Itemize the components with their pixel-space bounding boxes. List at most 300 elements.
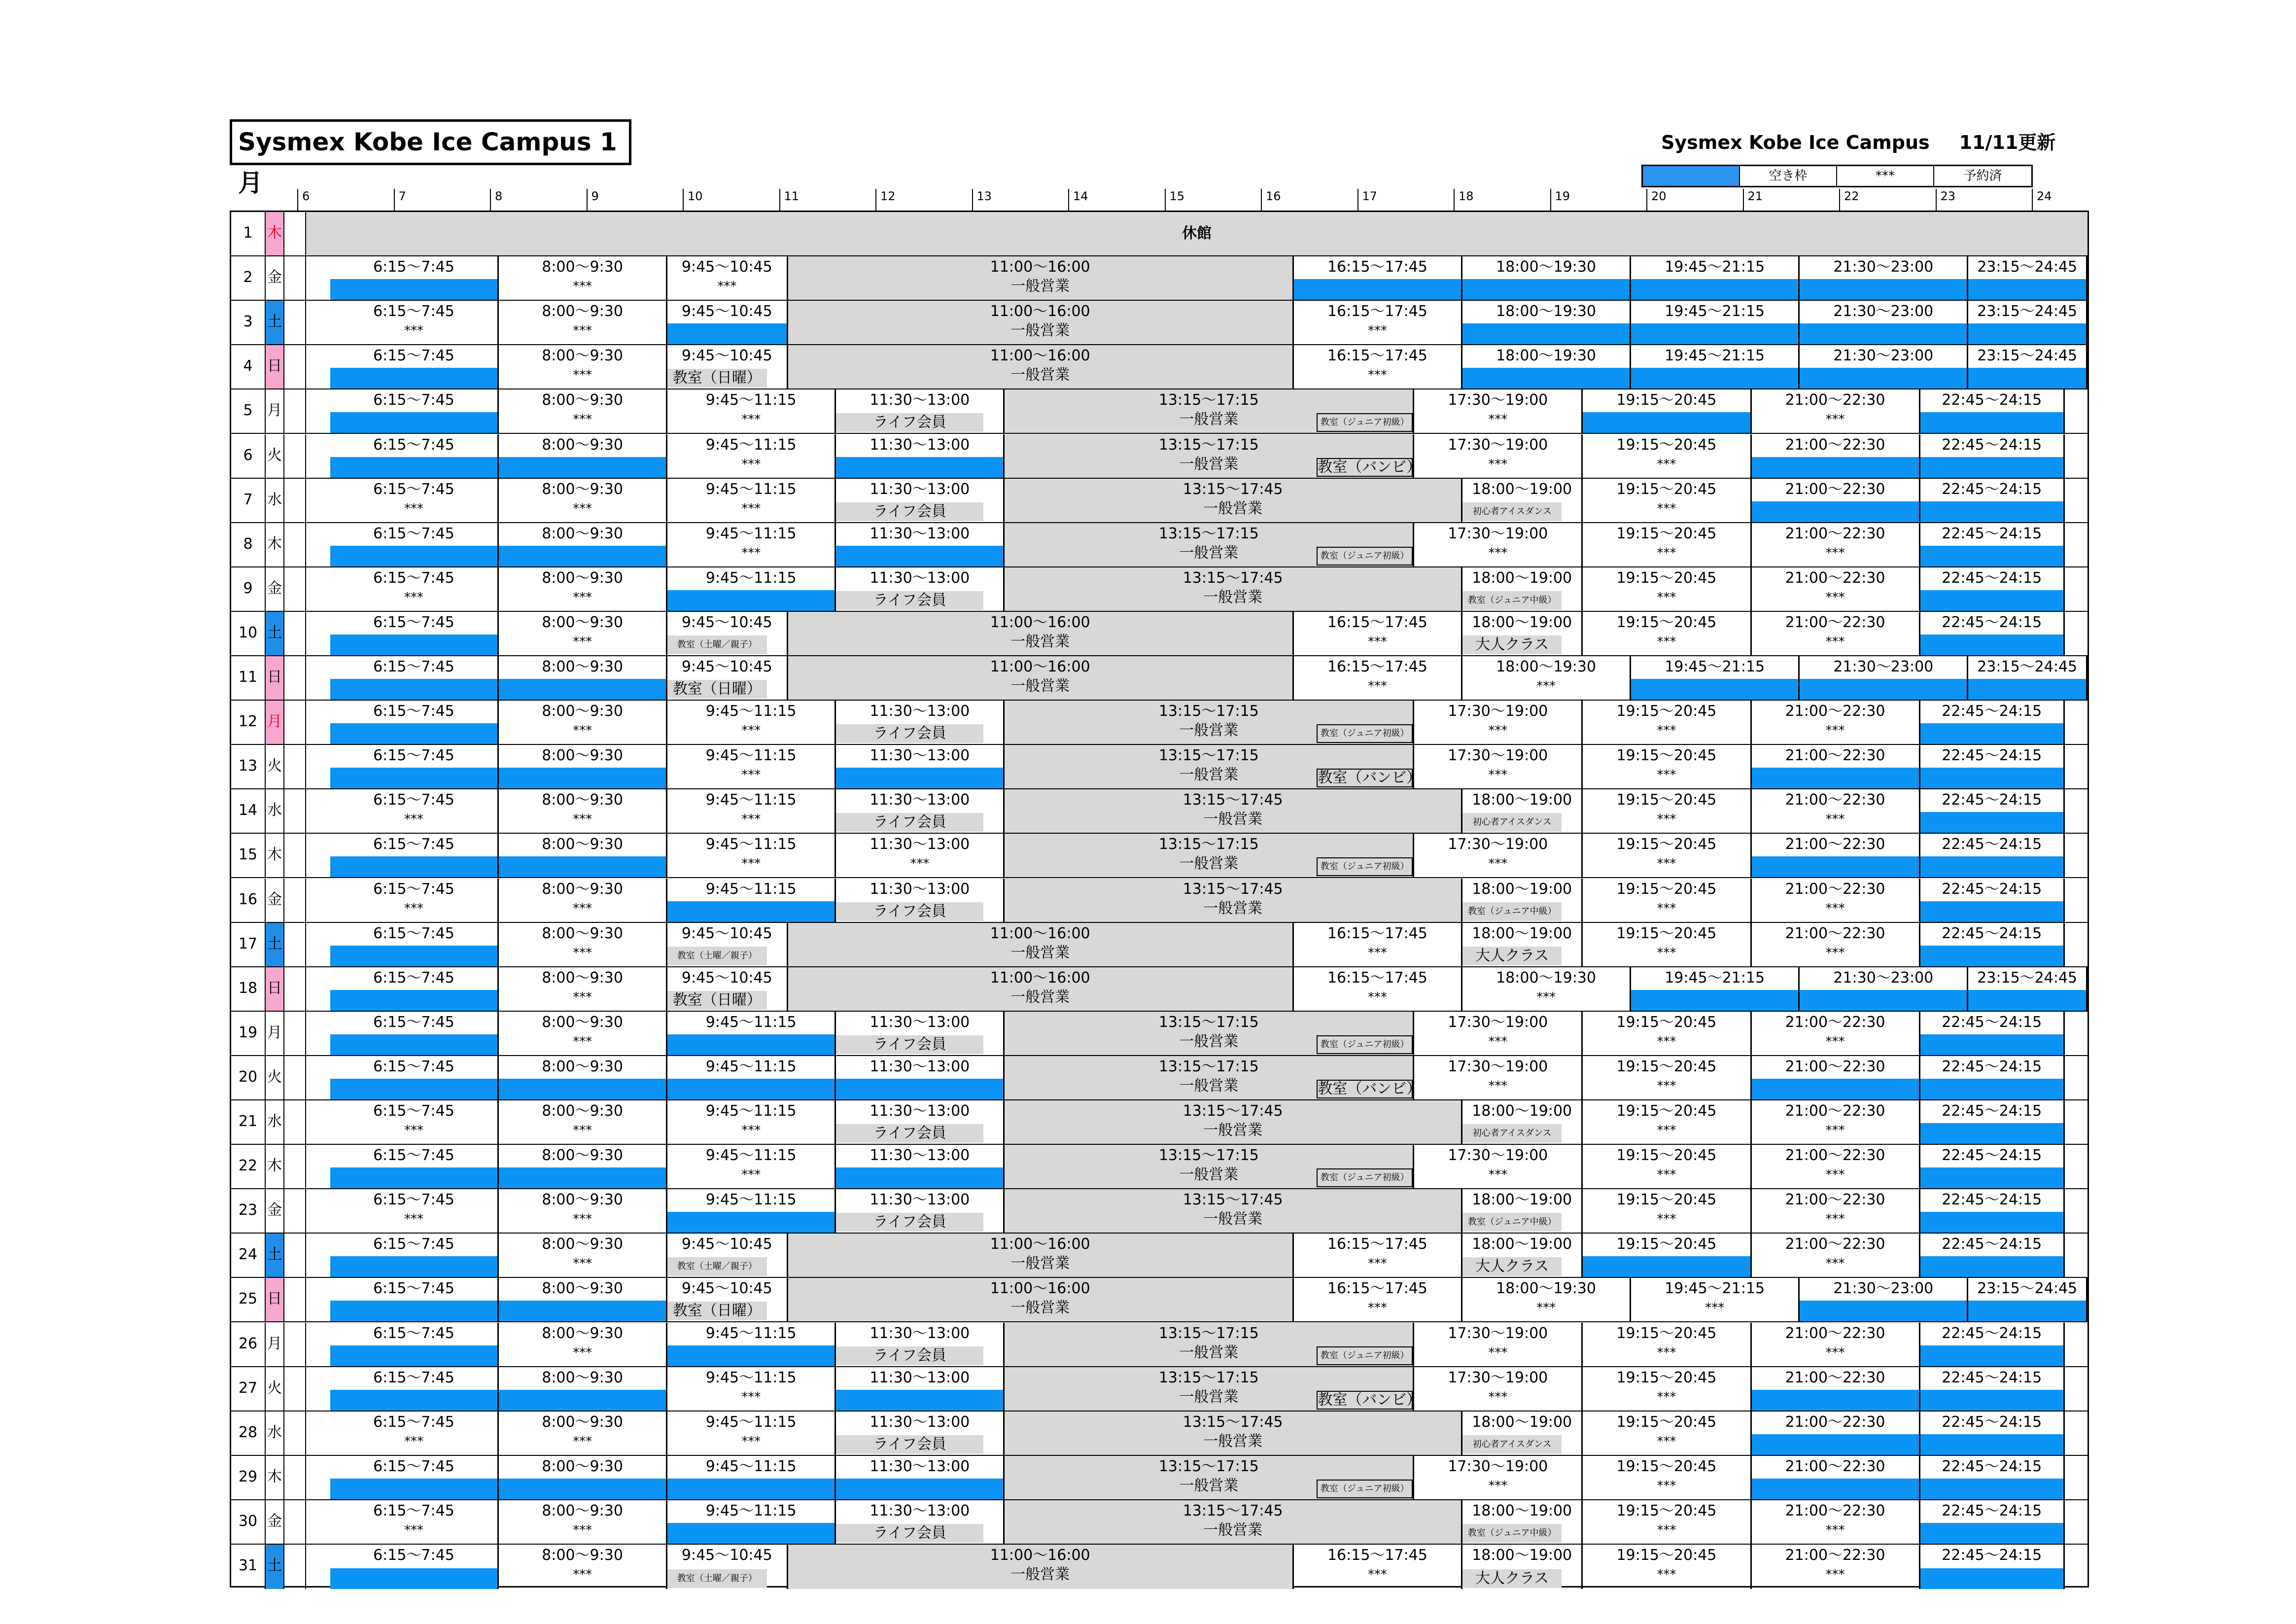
session-slot[interactable] bbox=[1583, 1234, 1751, 1277]
session-time: 17:30〜19:00 bbox=[1448, 391, 1548, 409]
session-slot[interactable] bbox=[1752, 745, 1920, 788]
session-slot[interactable] bbox=[1583, 1545, 1751, 1589]
session-slot[interactable] bbox=[1920, 1456, 2065, 1499]
session-slot[interactable] bbox=[788, 1234, 1294, 1277]
session-slot[interactable] bbox=[499, 834, 667, 877]
session-slot[interactable] bbox=[499, 879, 667, 922]
session-slot[interactable] bbox=[330, 789, 499, 833]
session-slot[interactable] bbox=[330, 834, 499, 877]
session-slot[interactable] bbox=[1005, 1100, 1462, 1144]
day-number: 16 bbox=[231, 879, 266, 922]
session-slot[interactable] bbox=[1005, 1012, 1414, 1055]
session-slot[interactable] bbox=[1005, 1456, 1414, 1499]
session-time: 21:00〜22:30 bbox=[1785, 1457, 1885, 1475]
session-slot[interactable] bbox=[1005, 879, 1462, 922]
session-slot[interactable] bbox=[330, 1367, 499, 1411]
session-slot[interactable] bbox=[330, 345, 499, 388]
session-slot[interactable] bbox=[1462, 612, 1583, 655]
day-number: 18 bbox=[231, 967, 266, 1011]
session-slot[interactable] bbox=[330, 1323, 499, 1366]
session-label: 大人クラス bbox=[1462, 635, 1562, 654]
session-slot[interactable] bbox=[788, 256, 1294, 300]
session-slot[interactable] bbox=[788, 923, 1294, 966]
session-slot[interactable] bbox=[667, 1056, 836, 1099]
session-slot[interactable] bbox=[667, 1189, 836, 1233]
session-slot[interactable] bbox=[499, 1100, 667, 1144]
session-slot[interactable] bbox=[667, 879, 836, 922]
session-slot[interactable] bbox=[1462, 301, 1631, 344]
session-slot[interactable] bbox=[1920, 389, 2065, 433]
session-slot[interactable] bbox=[667, 1100, 836, 1144]
session-slot[interactable] bbox=[1005, 1145, 1414, 1188]
session-slot[interactable] bbox=[1462, 789, 1583, 833]
session-slot[interactable] bbox=[1920, 1056, 2065, 1099]
session-slot[interactable] bbox=[330, 1456, 499, 1499]
session-slot[interactable] bbox=[330, 1100, 499, 1144]
session-slot[interactable] bbox=[499, 1189, 667, 1233]
session-slot[interactable] bbox=[1752, 1545, 1920, 1589]
session-slot[interactable] bbox=[1414, 1145, 1583, 1188]
session-slot[interactable] bbox=[836, 1456, 1005, 1499]
session-slot[interactable] bbox=[1583, 879, 1751, 922]
session-slot[interactable] bbox=[1920, 1500, 2065, 1544]
session-slot[interactable] bbox=[1920, 479, 2065, 522]
session-label: 教室（日曜） bbox=[667, 1302, 766, 1320]
session-time: 9:45〜11:15 bbox=[705, 703, 797, 720]
session-slot[interactable] bbox=[1005, 1056, 1422, 1099]
session-slot[interactable] bbox=[1631, 256, 1800, 300]
session-slot[interactable] bbox=[1583, 434, 1751, 478]
session-slot[interactable] bbox=[1631, 967, 1800, 1011]
session-slot[interactable] bbox=[499, 789, 667, 833]
session-slot[interactable] bbox=[1583, 834, 1751, 877]
session-slot[interactable] bbox=[1294, 1278, 1462, 1321]
session-slot[interactable] bbox=[330, 656, 499, 700]
session-slot[interactable] bbox=[1005, 567, 1462, 611]
session-slot[interactable] bbox=[330, 612, 499, 655]
session-time: 9:45〜11:15 bbox=[705, 1324, 797, 1342]
session-slot[interactable] bbox=[836, 389, 1005, 433]
session-slot[interactable] bbox=[499, 1500, 667, 1544]
session-slot[interactable] bbox=[330, 523, 499, 566]
day-number: 13 bbox=[231, 745, 266, 788]
session-slot[interactable] bbox=[667, 256, 788, 300]
session-slot[interactable] bbox=[1005, 1189, 1462, 1233]
session-slot[interactable] bbox=[836, 1412, 1005, 1455]
session-slot[interactable] bbox=[330, 389, 499, 433]
session-slot[interactable] bbox=[1414, 1323, 1583, 1366]
session-slot[interactable] bbox=[1752, 567, 1920, 611]
session-slot[interactable] bbox=[1005, 834, 1414, 877]
session-slot[interactable] bbox=[1414, 389, 1583, 433]
session-slot[interactable] bbox=[1294, 1234, 1462, 1277]
session-slot[interactable] bbox=[836, 1500, 1005, 1544]
session-slot[interactable] bbox=[1583, 1189, 1751, 1233]
session-slot[interactable] bbox=[1005, 745, 1422, 788]
session-slot[interactable] bbox=[1583, 612, 1751, 655]
session-slot[interactable] bbox=[1968, 256, 2087, 300]
session-slot[interactable] bbox=[788, 301, 1294, 344]
session-slot[interactable] bbox=[1920, 1367, 2065, 1411]
session-slot[interactable] bbox=[1462, 567, 1583, 611]
session-slot[interactable] bbox=[1294, 301, 1462, 344]
session-slot[interactable] bbox=[667, 1278, 788, 1321]
session-slot[interactable] bbox=[1462, 1545, 1583, 1589]
session-slot[interactable] bbox=[1583, 1100, 1751, 1144]
session-slot[interactable] bbox=[1462, 256, 1631, 300]
session-slot[interactable] bbox=[1462, 1234, 1583, 1277]
session-slot[interactable] bbox=[330, 1189, 499, 1233]
session-slot[interactable] bbox=[788, 1278, 1294, 1321]
session-slot[interactable] bbox=[1583, 479, 1751, 522]
session-slot[interactable] bbox=[1005, 523, 1414, 566]
session-slot[interactable] bbox=[1752, 701, 1920, 744]
session-slot[interactable] bbox=[1583, 1145, 1751, 1188]
session-slot[interactable] bbox=[1920, 1012, 2065, 1055]
session-slot[interactable] bbox=[330, 923, 499, 966]
session-slot[interactable] bbox=[1968, 1278, 2087, 1321]
session-slot[interactable] bbox=[1631, 301, 1800, 344]
session-slot[interactable] bbox=[1752, 479, 1920, 522]
session-slot[interactable] bbox=[1631, 345, 1800, 388]
session-slot[interactable] bbox=[1800, 345, 1968, 388]
session-time: 8:00〜9:30 bbox=[542, 1413, 623, 1431]
session-slot[interactable] bbox=[836, 1145, 1005, 1188]
session-slot[interactable] bbox=[1005, 701, 1414, 744]
session-slot[interactable] bbox=[1631, 1278, 1800, 1321]
session-slot[interactable] bbox=[499, 701, 667, 744]
session-slot[interactable] bbox=[1583, 1412, 1751, 1455]
session-slot[interactable] bbox=[1414, 1056, 1583, 1099]
session-slot[interactable] bbox=[1414, 745, 1583, 788]
session-slot[interactable] bbox=[1968, 345, 2087, 388]
session-slot[interactable] bbox=[1752, 789, 1920, 833]
session-slot[interactable] bbox=[667, 523, 836, 566]
session-slot[interactable] bbox=[836, 701, 1005, 744]
session-slot[interactable] bbox=[499, 1367, 667, 1411]
session-slot[interactable] bbox=[1005, 789, 1462, 833]
session-slot[interactable] bbox=[667, 389, 836, 433]
session-slot[interactable] bbox=[667, 923, 788, 966]
session-time: 18:00〜19:00 bbox=[1472, 1102, 1572, 1120]
session-slot[interactable] bbox=[499, 1412, 667, 1455]
session-slot[interactable] bbox=[667, 745, 836, 788]
session-slot[interactable] bbox=[836, 879, 1005, 922]
session-slot[interactable] bbox=[1920, 523, 2065, 566]
session-slot[interactable] bbox=[667, 1234, 788, 1277]
session-slot[interactable] bbox=[330, 745, 499, 788]
session-slot[interactable] bbox=[1631, 656, 1800, 700]
session-slot[interactable] bbox=[499, 1012, 667, 1055]
session-slot[interactable] bbox=[1752, 1012, 1920, 1055]
session-slot[interactable] bbox=[499, 612, 667, 655]
available-bar bbox=[499, 1167, 666, 1188]
session-slot[interactable] bbox=[1968, 301, 2087, 344]
session-slot[interactable] bbox=[1294, 1545, 1462, 1589]
session-slot[interactable] bbox=[330, 301, 499, 344]
session-slot[interactable] bbox=[1752, 1100, 1920, 1144]
session-slot[interactable] bbox=[499, 923, 667, 966]
session-slot[interactable] bbox=[499, 567, 667, 611]
session-slot[interactable] bbox=[667, 1456, 836, 1499]
session-slot[interactable] bbox=[1920, 1100, 2065, 1144]
session-slot[interactable] bbox=[1583, 1500, 1751, 1544]
session-slot[interactable] bbox=[1920, 1145, 2065, 1188]
session-slot[interactable] bbox=[1583, 1367, 1751, 1411]
session-slot[interactable] bbox=[1752, 434, 1920, 478]
session-slot[interactable] bbox=[330, 1145, 499, 1188]
session-slot[interactable] bbox=[1920, 923, 2065, 966]
session-slot[interactable] bbox=[1583, 1012, 1751, 1055]
session-slot[interactable] bbox=[499, 523, 667, 566]
session-slot[interactable] bbox=[1414, 434, 1583, 478]
session-slot[interactable] bbox=[1752, 612, 1920, 655]
session-time: 11:00〜16:00 bbox=[990, 1547, 1090, 1564]
session-slot[interactable] bbox=[667, 789, 836, 833]
session-slot[interactable] bbox=[1462, 1500, 1583, 1544]
session-slot[interactable] bbox=[1752, 879, 1920, 922]
session-slot[interactable] bbox=[788, 345, 1294, 388]
session-slot[interactable] bbox=[836, 1100, 1005, 1144]
session-slot[interactable] bbox=[1005, 389, 1414, 433]
session-slot[interactable] bbox=[1752, 1145, 1920, 1188]
session-slot[interactable] bbox=[667, 834, 836, 877]
session-time: 6:15〜7:45 bbox=[373, 303, 454, 320]
session-slot[interactable] bbox=[788, 612, 1294, 655]
session-slot[interactable] bbox=[1800, 256, 1968, 300]
session-slot[interactable] bbox=[667, 479, 836, 522]
session-status: *** bbox=[1367, 1256, 1387, 1271]
session-slot[interactable] bbox=[1294, 967, 1462, 1011]
session-slot[interactable] bbox=[836, 523, 1005, 566]
session-slot[interactable] bbox=[499, 389, 667, 433]
session-slot[interactable] bbox=[1583, 1323, 1751, 1366]
session-slot[interactable] bbox=[499, 1278, 667, 1321]
session-slot[interactable] bbox=[499, 256, 667, 300]
session-slot[interactable] bbox=[1920, 434, 2065, 478]
session-slot[interactable] bbox=[1752, 923, 1920, 966]
session-slot[interactable] bbox=[836, 479, 1005, 522]
session-slot[interactable] bbox=[1583, 389, 1751, 433]
session-slot[interactable] bbox=[1414, 523, 1583, 566]
session-slot[interactable] bbox=[1752, 389, 1920, 433]
session-slot[interactable] bbox=[1583, 1056, 1751, 1099]
session-slot[interactable] bbox=[330, 434, 499, 478]
session-status: *** bbox=[1657, 1567, 1676, 1582]
session-slot[interactable] bbox=[1920, 701, 2065, 744]
session-slot[interactable] bbox=[836, 1323, 1005, 1366]
session-time: 22:45〜24:15 bbox=[1942, 1547, 2042, 1564]
session-slot[interactable] bbox=[667, 1012, 836, 1055]
session-slot[interactable] bbox=[1752, 1500, 1920, 1544]
session-slot[interactable] bbox=[1752, 834, 1920, 877]
session-time: 22:45〜24:15 bbox=[1942, 480, 2042, 498]
session-slot[interactable] bbox=[1920, 1545, 2065, 1589]
session-slot[interactable] bbox=[1800, 967, 1968, 1011]
session-slot[interactable] bbox=[1752, 523, 1920, 566]
session-slot[interactable] bbox=[1752, 1323, 1920, 1366]
session-slot[interactable] bbox=[788, 967, 1294, 1011]
session-status: *** bbox=[1825, 1034, 1845, 1049]
row-spacer bbox=[284, 1100, 306, 1144]
session-slot[interactable] bbox=[1920, 1189, 2065, 1233]
session-slot[interactable] bbox=[330, 1234, 499, 1277]
session-slot[interactable] bbox=[1005, 479, 1462, 522]
session-slot[interactable] bbox=[499, 1234, 667, 1277]
session-slot[interactable] bbox=[1005, 1367, 1422, 1411]
session-slot[interactable] bbox=[1294, 256, 1462, 300]
session-slot[interactable] bbox=[1462, 656, 1631, 700]
session-slot[interactable] bbox=[1294, 656, 1462, 700]
session-slot[interactable] bbox=[667, 612, 788, 655]
day-row bbox=[231, 1189, 2087, 1234]
session-slot[interactable] bbox=[1462, 1412, 1583, 1455]
session-slot[interactable] bbox=[1414, 1456, 1583, 1499]
session-slot[interactable] bbox=[1920, 1412, 2065, 1455]
session-slot[interactable] bbox=[667, 967, 788, 1011]
session-slot[interactable] bbox=[330, 567, 499, 611]
available-bar bbox=[667, 1345, 835, 1366]
session-slot[interactable] bbox=[330, 1056, 499, 1099]
session-slot[interactable] bbox=[788, 1545, 1294, 1589]
session-slot[interactable] bbox=[499, 1145, 667, 1188]
session-slot[interactable] bbox=[1752, 1189, 1920, 1233]
session-slot[interactable] bbox=[330, 879, 499, 922]
session-slot[interactable] bbox=[1800, 656, 1968, 700]
session-slot[interactable] bbox=[1414, 1367, 1583, 1411]
session-slot[interactable] bbox=[836, 1056, 1005, 1099]
session-slot[interactable] bbox=[499, 301, 667, 344]
session-slot[interactable] bbox=[330, 1278, 499, 1321]
session-slot[interactable] bbox=[667, 345, 788, 388]
hour-tick: 15 bbox=[1165, 189, 1261, 211]
session-slot[interactable] bbox=[836, 1012, 1005, 1055]
session-slot[interactable] bbox=[836, 789, 1005, 833]
session-slot[interactable] bbox=[836, 1367, 1005, 1411]
session-slot[interactable] bbox=[330, 479, 499, 522]
session-slot[interactable] bbox=[836, 834, 1005, 877]
session-slot[interactable] bbox=[788, 656, 1294, 700]
session-slot[interactable] bbox=[1920, 834, 2065, 877]
session-slot[interactable] bbox=[1920, 1323, 2065, 1366]
session-slot[interactable] bbox=[1462, 923, 1583, 966]
session-slot[interactable] bbox=[1462, 345, 1631, 388]
session-slot[interactable] bbox=[499, 656, 667, 700]
session-slot[interactable] bbox=[667, 301, 788, 344]
session-slot[interactable] bbox=[1294, 923, 1462, 966]
session-slot[interactable] bbox=[1920, 789, 2065, 833]
session-slot[interactable] bbox=[499, 479, 667, 522]
session-slot[interactable] bbox=[1583, 1456, 1751, 1499]
session-slot[interactable] bbox=[1462, 1100, 1583, 1144]
session-slot[interactable] bbox=[1752, 1412, 1920, 1455]
session-slot[interactable] bbox=[1968, 656, 2087, 700]
session-slot[interactable] bbox=[1294, 345, 1462, 388]
session-slot[interactable] bbox=[499, 1323, 667, 1366]
session-slot[interactable] bbox=[1005, 1500, 1462, 1544]
session-slot[interactable] bbox=[499, 967, 667, 1011]
session-slot[interactable] bbox=[1752, 1367, 1920, 1411]
session-slot[interactable] bbox=[667, 656, 788, 700]
session-slot[interactable] bbox=[1462, 1278, 1631, 1321]
session-slot[interactable] bbox=[499, 1456, 667, 1499]
session-slot[interactable] bbox=[499, 1056, 667, 1099]
session-time: 8:00〜9:30 bbox=[542, 747, 623, 765]
session-slot[interactable] bbox=[330, 1545, 499, 1589]
session-slot[interactable] bbox=[1005, 1412, 1462, 1455]
session-slot[interactable] bbox=[1583, 701, 1751, 744]
session-slot[interactable] bbox=[1462, 967, 1631, 1011]
session-slot[interactable] bbox=[1920, 1234, 2065, 1277]
session-slot[interactable] bbox=[499, 434, 667, 478]
session-slot[interactable] bbox=[1583, 923, 1751, 966]
session-slot[interactable] bbox=[667, 434, 836, 478]
session-slot[interactable] bbox=[499, 745, 667, 788]
session-slot[interactable] bbox=[1752, 1056, 1920, 1099]
session-slot[interactable] bbox=[667, 701, 836, 744]
session-slot[interactable] bbox=[1920, 567, 2065, 611]
session-time: 11:30〜13:00 bbox=[870, 1102, 970, 1120]
session-slot[interactable] bbox=[1583, 745, 1751, 788]
session-slot[interactable] bbox=[667, 567, 836, 611]
session-slot[interactable] bbox=[667, 1412, 836, 1455]
session-slot[interactable] bbox=[1800, 301, 1968, 344]
session-slot[interactable] bbox=[499, 1545, 667, 1589]
session-slot[interactable] bbox=[1583, 789, 1751, 833]
session-slot[interactable] bbox=[667, 1545, 788, 1589]
session-slot[interactable] bbox=[667, 1500, 836, 1544]
session-slot[interactable] bbox=[330, 967, 499, 1011]
session-slot[interactable] bbox=[836, 745, 1005, 788]
session-slot[interactable] bbox=[1414, 701, 1583, 744]
session-slot[interactable] bbox=[1583, 567, 1751, 611]
session-slot[interactable] bbox=[1414, 1012, 1583, 1055]
session-slot[interactable] bbox=[1462, 479, 1583, 522]
session-slot[interactable] bbox=[1968, 967, 2087, 1011]
session-slot[interactable] bbox=[330, 256, 499, 300]
session-slot[interactable] bbox=[667, 1367, 836, 1411]
session-slot[interactable] bbox=[1005, 434, 1422, 478]
session-slot[interactable] bbox=[1414, 834, 1583, 877]
session-slot[interactable] bbox=[836, 1189, 1005, 1233]
session-slot[interactable] bbox=[836, 434, 1005, 478]
session-slot[interactable] bbox=[330, 1412, 499, 1455]
session-slot[interactable] bbox=[836, 567, 1005, 611]
session-slot[interactable] bbox=[330, 1012, 499, 1055]
session-slot[interactable] bbox=[1583, 523, 1751, 566]
session-slot[interactable] bbox=[1800, 1278, 1968, 1321]
session-label: 初心者アイスダンス bbox=[1462, 502, 1562, 521]
session-slot[interactable] bbox=[1462, 1189, 1583, 1233]
session-slot[interactable] bbox=[1294, 612, 1462, 655]
session-slot[interactable] bbox=[1005, 1323, 1414, 1366]
session-status: *** bbox=[1367, 945, 1387, 960]
session-slot[interactable] bbox=[499, 345, 667, 388]
session-slot[interactable] bbox=[667, 1145, 836, 1188]
session-slot[interactable] bbox=[1920, 745, 2065, 788]
session-type: 一般営業 bbox=[1203, 1210, 1263, 1228]
session-slot[interactable] bbox=[1752, 1234, 1920, 1277]
session-slot[interactable] bbox=[330, 701, 499, 744]
session-slot[interactable] bbox=[1920, 612, 2065, 655]
session-slot[interactable] bbox=[1462, 879, 1583, 922]
session-slot[interactable] bbox=[330, 1500, 499, 1544]
available-bar bbox=[667, 1479, 835, 1499]
day-row bbox=[231, 567, 2087, 612]
session-slot[interactable] bbox=[667, 1323, 836, 1366]
session-slot[interactable] bbox=[1920, 879, 2065, 922]
session-slot[interactable] bbox=[1752, 1456, 1920, 1499]
